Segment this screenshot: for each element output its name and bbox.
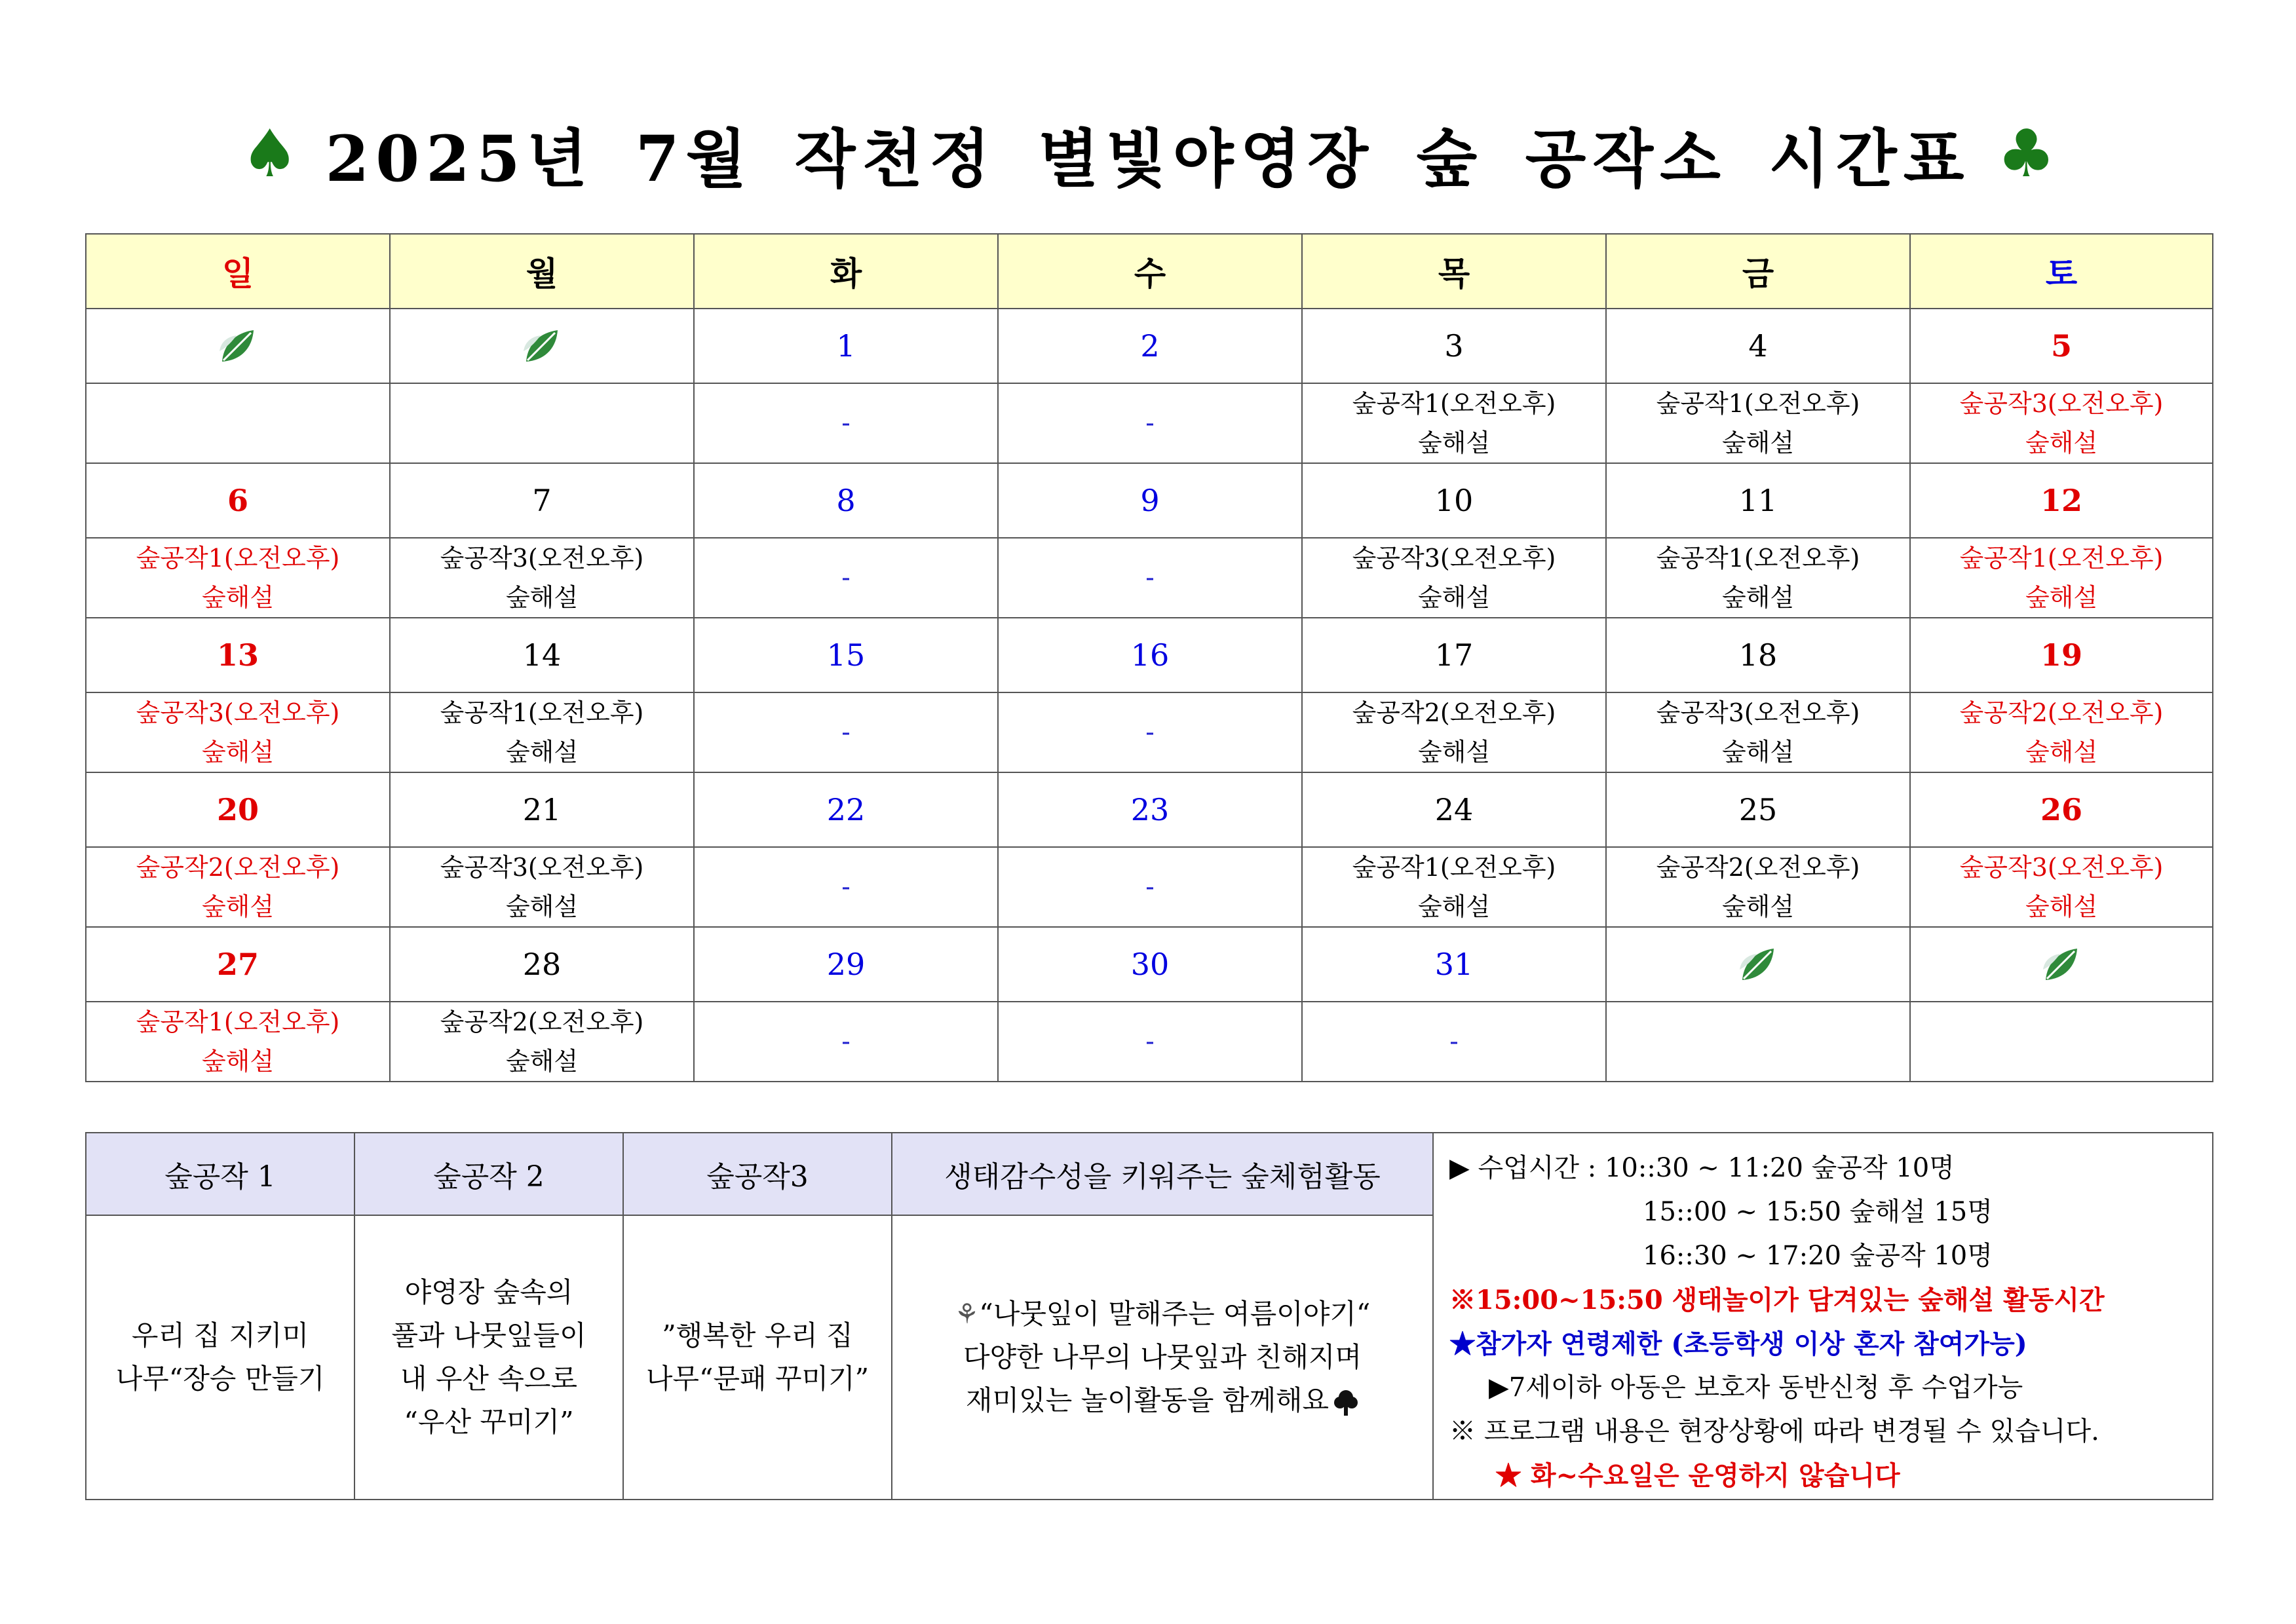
date-cell: 27 [86,927,390,1002]
date-cell: 25 [1606,772,1910,847]
program-notes [1433,1133,2213,1500]
note-line: ※15:00~15:50 생태놀이가 담겨있는 숲해설 활동시간 [1449,1285,2105,1315]
event-line: 숲공작1(오전오후) [136,544,340,573]
event-cell [1606,692,1910,772]
event-cell [694,538,998,618]
date-cell: 31 [1302,927,1606,1002]
date-cell: 24 [1302,772,1606,847]
event-line: 숲해설 [2025,892,2098,921]
date-cell: 28 [390,927,694,1002]
event-cell [1910,847,2213,927]
event-line: 숲해설 [505,892,579,921]
event-line: 숲해설 [1417,583,1491,612]
weekday-sun: 일 [86,234,390,309]
event-line: 숲해설 [1721,428,1795,457]
event-line: 숲공작2(오전오후) [136,853,340,882]
weekday-mon: 월 [390,234,694,309]
date-row [86,618,2213,692]
event-line: 숲해설 [1721,583,1795,612]
program-header-1: 숲공작 1 [86,1133,354,1215]
no-class-dash: - [1145,1027,1155,1057]
note-line: ★ 화~수요일은 운영하지 않습니다 [1495,1460,1900,1491]
event-line: 숲해설 [505,738,579,766]
event-row [86,538,2213,618]
event-line: 숲공작2(오전오후) [1352,698,1556,727]
event-line: 숲공작2(오전오후) [1959,698,2164,727]
event-cell [998,1002,1302,1082]
event-line: 숲공작3(오전오후) [1352,544,1556,573]
weekday-wed: 수 [998,234,1302,309]
desc-line: 야영장 숲속의 [404,1276,573,1308]
date-row [86,772,2213,847]
note-line: ▶ 수업시간 : 10::30 ~ 11:20 숲공작 10명 [1449,1153,1955,1183]
event-line: 숲공작1(오전오후) [1959,544,2164,573]
event-line: 숲해설 [505,583,579,612]
event-cell [86,1002,390,1082]
desc-line: 나무“장승 만들기 [115,1363,325,1395]
event-cell [390,847,694,927]
date-cell: 12 [1910,463,2213,538]
desc-line: “우산 꾸미기” [404,1406,574,1438]
event-cell [86,383,390,463]
leaf-icon [521,325,563,367]
event-cell [998,692,1302,772]
event-cell [1606,538,1910,618]
event-line: 숲해설 [201,583,275,612]
event-cell [86,538,390,618]
event-line: 숲공작3(오전오후) [1959,853,2164,882]
weekday-tue: 화 [694,234,998,309]
no-class-dash: - [841,408,851,438]
date-cell: 4 [1606,309,1910,383]
event-cell [86,692,390,772]
no-class-dash: - [1145,563,1155,593]
desc-line: 풀과 나뭇잎들이 [391,1319,586,1351]
date-cell: 6 [86,463,390,538]
date-cell: 2 [998,309,1302,383]
event-line: 숲해설 [1721,892,1795,921]
event-cell [1910,383,2213,463]
event-line: 숲해설 [505,1047,579,1076]
event-line: 숲해설 [201,892,275,921]
event-cell [1302,538,1606,618]
program-desc-4 [892,1215,1433,1500]
event-line: 숲공작1(오전오후) [1656,544,1860,573]
weekday-header-row [86,234,2213,309]
weekday-sat: 토 [1910,234,2213,309]
event-cell [1606,847,1910,927]
event-line: 숲공작3(오전오후) [1959,389,2164,418]
leaf-icon [1737,943,1779,985]
event-cell [390,692,694,772]
event-cell [1910,1002,2213,1082]
event-cell [1910,538,2213,618]
club-icon: ♣ [1997,115,2056,192]
note-line: 16::30 ~ 17:20 숲공작 10명 [1643,1241,1993,1271]
wheat-icon: ⚘ [954,1298,980,1330]
event-line: 숲해설 [1721,738,1795,766]
event-line: 숲공작1(오전오후) [1656,389,1860,418]
desc-line: 다양한 나무의 나뭇잎과 친해지며 [963,1341,1362,1373]
desc-line: “나뭇잎이 말해주는 여름이야기“ [979,1298,1371,1330]
event-cell [998,383,1302,463]
program-desc-1 [86,1215,354,1500]
desc-line: 나무“문패 꾸미기” [645,1363,870,1395]
event-line: 숲공작3(오전오후) [440,544,644,573]
event-cell [998,847,1302,927]
date-cell: 19 [1910,618,2213,692]
date-cell: 18 [1606,618,1910,692]
date-cell: 9 [998,463,1302,538]
program-desc-3 [623,1215,892,1500]
event-line: 숲해설 [2025,428,2098,457]
date-cell: 7 [390,463,694,538]
event-line: 숲공작3(오전오후) [440,853,644,882]
no-class-dash: - [1145,717,1155,747]
tree-icon [1333,1388,1359,1417]
event-cell [1302,1002,1606,1082]
title-text: 2025년 7월 작천정 별빛야영장 숲 공작소 시간표 [325,121,1971,196]
leaf-icon [217,325,259,367]
event-line: 숲해설 [201,1047,275,1076]
date-row [86,309,2213,383]
date-cell: 30 [998,927,1302,1002]
event-line: 숲공작1(오전오후) [1352,389,1556,418]
event-line: 숲공작1(오전오후) [440,698,644,727]
event-row [86,1002,2213,1082]
event-line: 숲공작1(오전오후) [136,1008,340,1036]
date-cell: 29 [694,927,998,1002]
program-header-4: 생태감수성을 키워주는 숲체험활동 [892,1133,1433,1215]
event-cell [86,847,390,927]
event-line: 숲해설 [1417,892,1491,921]
weekday-fri: 금 [1606,234,1910,309]
event-line: 숲해설 [1417,428,1491,457]
date-cell: 3 [1302,309,1606,383]
event-cell [1910,692,2213,772]
event-cell [1302,847,1606,927]
date-cell: 22 [694,772,998,847]
event-cell [694,1002,998,1082]
date-cell: 14 [390,618,694,692]
no-class-dash: - [841,563,851,593]
date-cell: 26 [1910,772,2213,847]
event-cell [998,538,1302,618]
program-header-3: 숲공작3 [623,1133,892,1215]
date-cell: 10 [1302,463,1606,538]
weekday-thu: 목 [1302,234,1606,309]
note-line: 15::00 ~ 15:50 숲해설 15명 [1643,1197,1993,1227]
no-class-dash: - [1145,872,1155,902]
program-info-table [85,1132,2213,1500]
event-cell [390,383,694,463]
date-cell: 23 [998,772,1302,847]
date-cell: 13 [86,618,390,692]
note-line: ★참가자 연령제한 (초등학생 이상 혼자 참여가능) [1449,1329,2027,1359]
date-cell: 16 [998,618,1302,692]
no-class-dash: - [841,872,851,902]
note-line: ▶7세이하 아동은 보호자 동반신청 후 수업가능 [1489,1372,2023,1403]
event-cell [694,847,998,927]
page-title [0,105,2296,203]
no-class-dash: - [1449,1027,1459,1057]
event-row [86,383,2213,463]
desc-line: 내 우산 속으로 [400,1363,578,1395]
event-line: 숲공작1(오전오후) [1352,853,1556,882]
calendar-table [85,233,2213,1082]
date-cell: 20 [86,772,390,847]
date-row [86,927,2213,1002]
event-cell [390,1002,694,1082]
event-line: 숲해설 [2025,583,2098,612]
leaf-cell [390,309,694,383]
event-cell [390,538,694,618]
date-row [86,463,2213,538]
event-row [86,847,2213,927]
no-class-dash: - [841,717,851,747]
event-line: 숲공작3(오전오후) [136,698,340,727]
date-cell: 21 [390,772,694,847]
date-cell: 11 [1606,463,1910,538]
date-cell: 1 [694,309,998,383]
event-cell [694,383,998,463]
no-class-dash: - [841,1027,851,1057]
program-desc-2 [354,1215,623,1500]
leaf-cell [1606,927,1910,1002]
no-class-dash: - [1145,408,1155,438]
leaf-cell [86,309,390,383]
spade-icon: ♠ [240,115,299,192]
desc-line: 우리 집 지키미 [131,1319,309,1351]
event-line: 숲해설 [1417,738,1491,766]
event-line: 숲공작2(오전오후) [1656,853,1860,882]
note-line: ※ 프로그램 내용은 현장상황에 따라 변경될 수 있습니다. [1449,1416,2099,1446]
event-row [86,692,2213,772]
event-line: 숲해설 [201,738,275,766]
event-line: 숲공작2(오전오후) [440,1008,644,1036]
desc-line: ”행복한 우리 집 [662,1319,853,1351]
event-cell [1606,383,1910,463]
event-cell [694,692,998,772]
event-cell [1606,1002,1910,1082]
event-line: 숲공작3(오전오후) [1656,698,1860,727]
program-header-2: 숲공작 2 [354,1133,623,1215]
date-cell: 8 [694,463,998,538]
event-cell [1302,383,1606,463]
event-line: 숲해설 [2025,738,2098,766]
leaf-icon [2040,943,2082,985]
desc-line: 재미있는 놀이활동을 함께해요 [965,1384,1330,1416]
date-cell: 5 [1910,309,2213,383]
date-cell: 17 [1302,618,1606,692]
leaf-cell [1910,927,2213,1002]
event-cell [1302,692,1606,772]
date-cell: 15 [694,618,998,692]
